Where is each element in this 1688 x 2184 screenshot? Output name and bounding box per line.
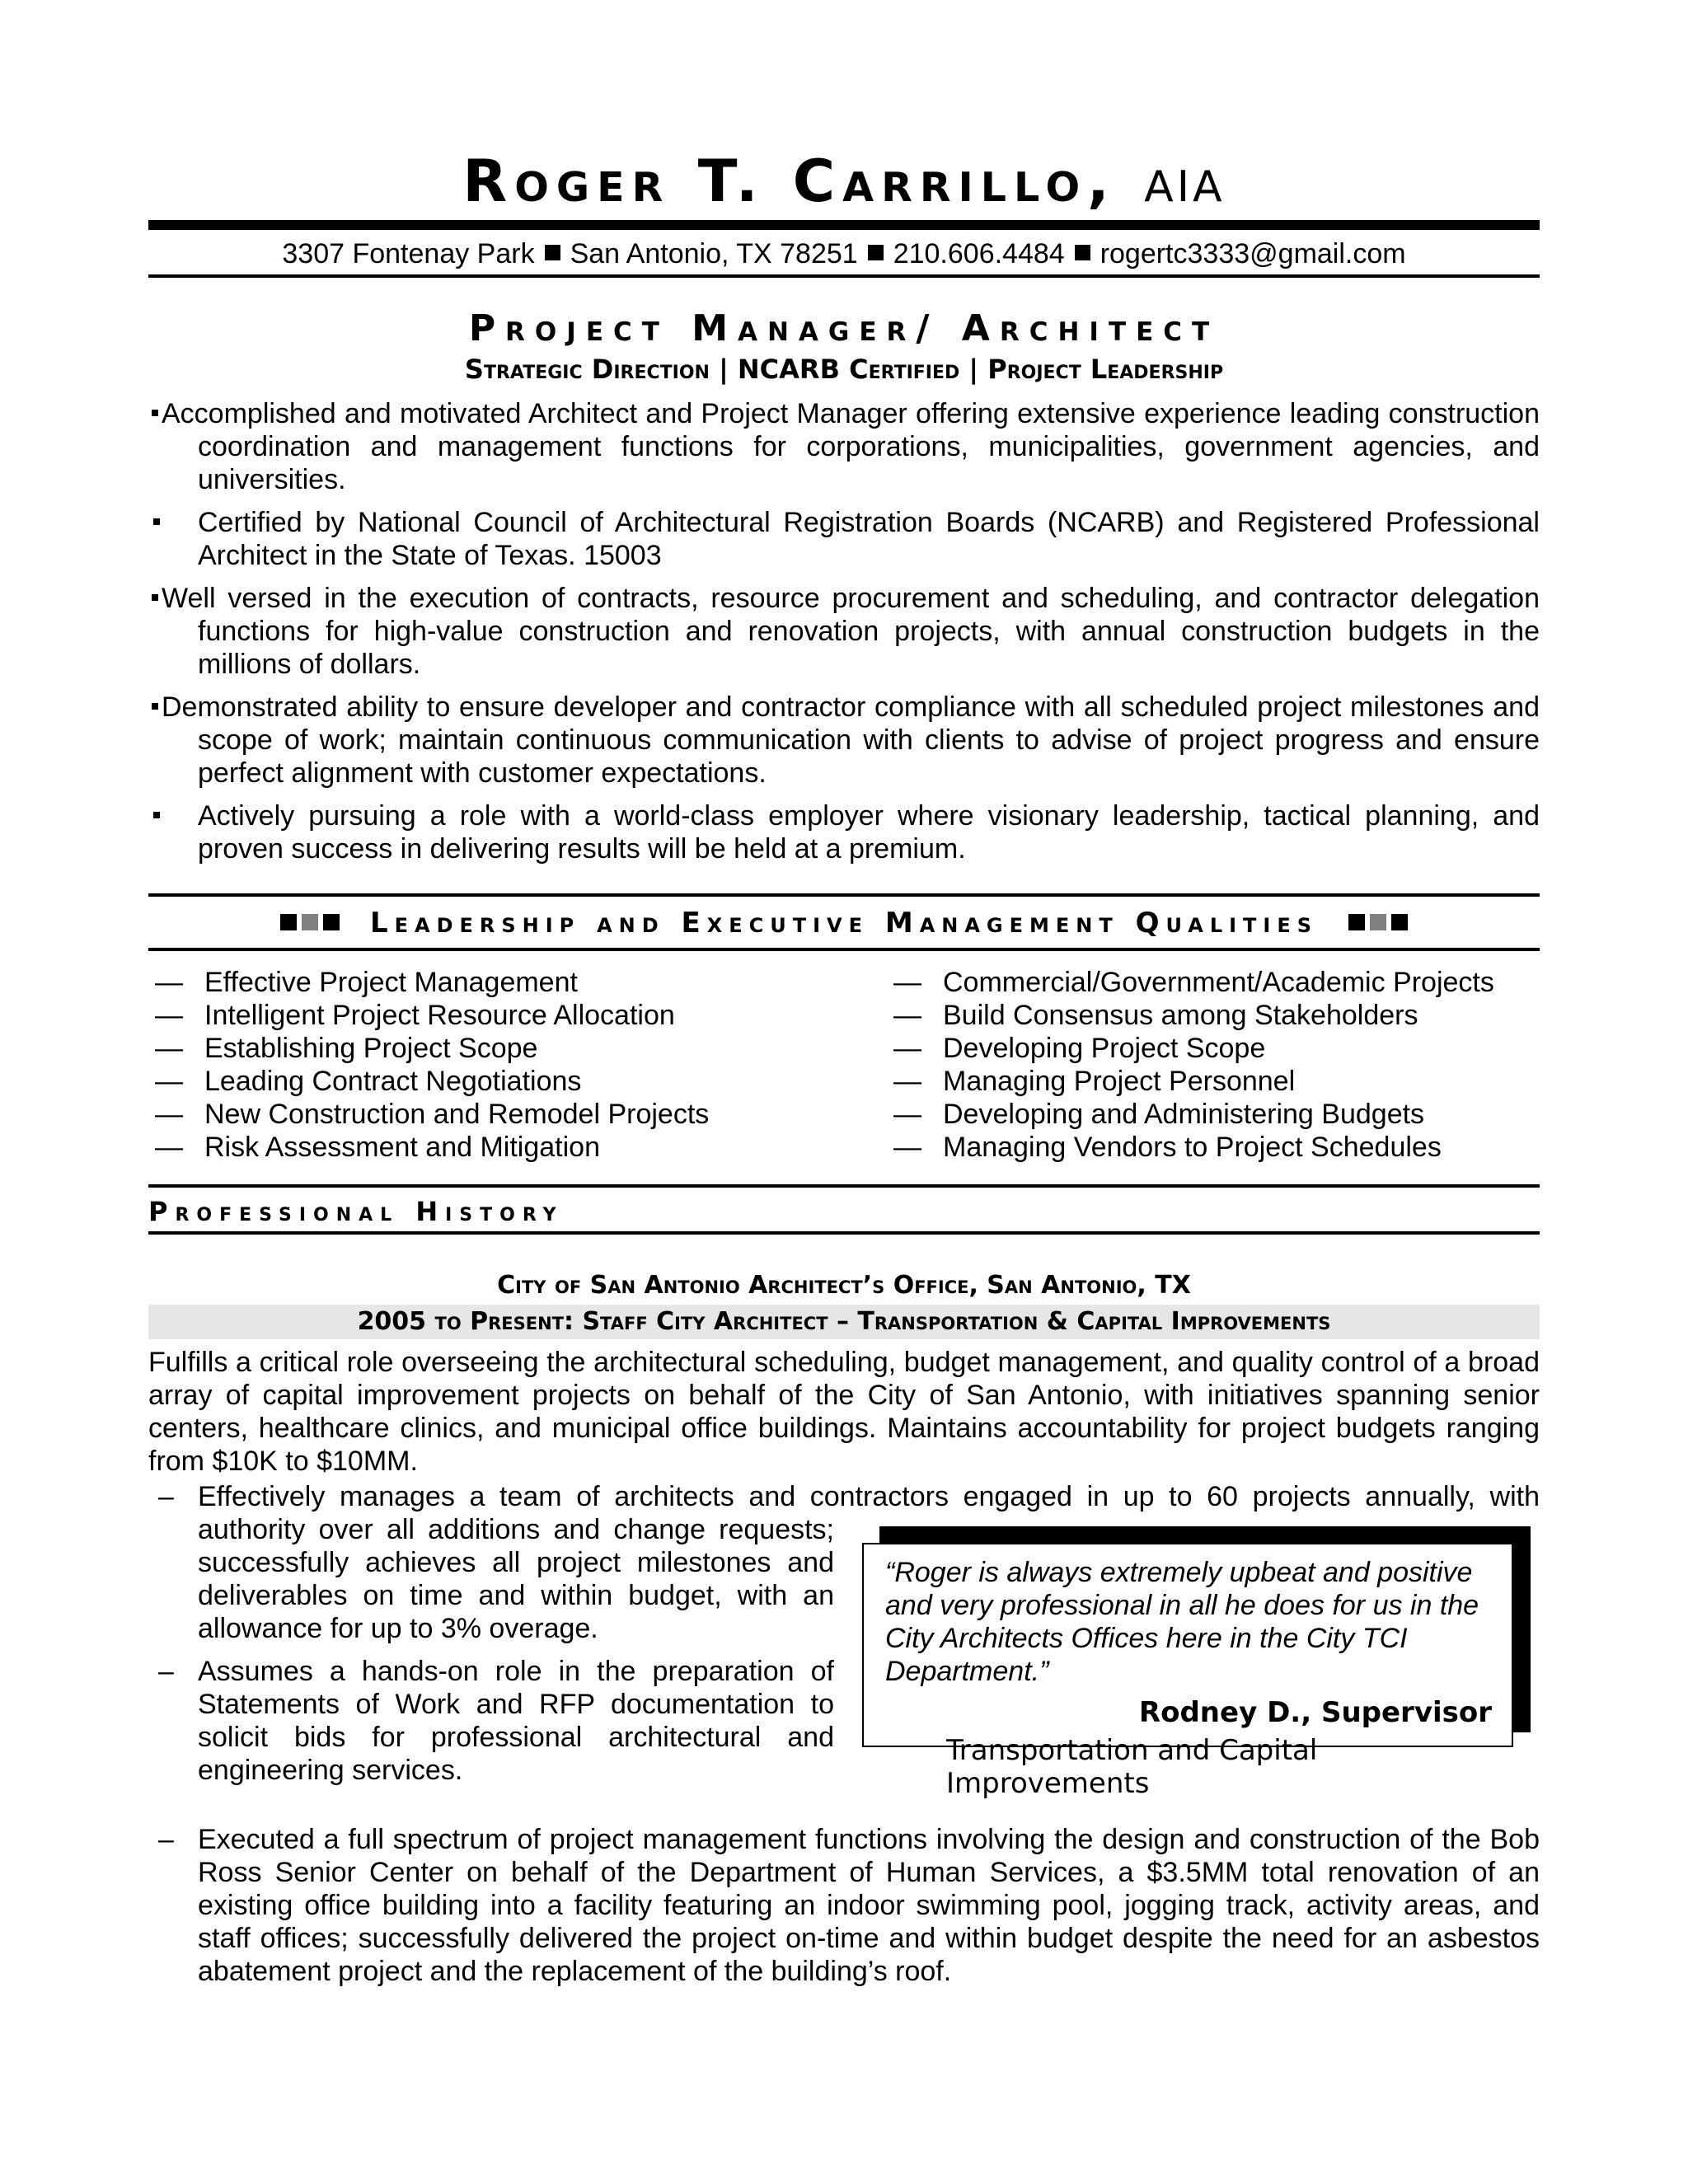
summary-text: Well versed in the execution of contracts, resource procurement and scheduling, and contractor delegation functions for high-value construction and renovation projects, with annual construction budgets in the millions of dollars. <box>162 583 1540 680</box>
contact-address: 3307 Fontenay Park <box>282 238 535 269</box>
header-rule-thick <box>148 220 1540 230</box>
testimonial-author-dept <box>946 1734 1432 1800</box>
dash-icon: — <box>893 1066 921 1097</box>
qualities-title: Leadership and Executive Management Qualities <box>369 907 1319 940</box>
summary-text: Demonstrated ability to ensure developer and contractor compliance with all scheduled project milestones and scope of work; maintain continuous communication with clients to advise of project progress and ensure perfect alignment with customer expectations. <box>162 691 1540 789</box>
quality-text: Build Consensus among Stakeholders <box>943 1000 1418 1031</box>
quality-text: Leading Contract Negotiations <box>204 1066 582 1097</box>
dash-icon: — <box>893 967 921 998</box>
separator-square-icon <box>1075 245 1090 260</box>
qualities-column-left <box>155 966 709 1164</box>
quality-item <box>893 1131 1494 1164</box>
credential-text: AIA <box>1144 162 1226 212</box>
quality-item <box>893 1032 1494 1065</box>
qualities-rule-bottom <box>148 948 1540 951</box>
summary-item <box>148 799 1540 865</box>
dash-icon: — <box>155 1132 183 1163</box>
candidate-name <box>148 148 1540 220</box>
quality-text: Developing and Administering Budgets <box>943 1099 1425 1130</box>
quality-item <box>893 966 1494 999</box>
quality-item <box>893 999 1494 1032</box>
quality-text: New Construction and Remodel Projects <box>204 1099 710 1130</box>
dash-icon: — <box>155 1099 183 1130</box>
gray-square-icon <box>302 914 318 930</box>
dash-icon: — <box>893 1000 921 1031</box>
black-square-icon <box>1348 914 1365 930</box>
author-dept-text: Transportation and Capital Improvements <box>946 1734 1318 1800</box>
history-heading: Professional History <box>148 1196 564 1227</box>
testimonial-box <box>862 1543 1513 1800</box>
quality-item <box>893 1065 1494 1098</box>
quality-text: Intelligent Project Resource Allocation <box>204 1000 675 1031</box>
quality-item <box>155 1131 709 1164</box>
position-bar: 2005 to Present: Staff City Architect – Transportation & Capital Improvements <box>148 1305 1540 1339</box>
quality-text: Risk Assessment and Mitigation <box>204 1132 600 1163</box>
history-rule-bottom <box>148 1231 1540 1235</box>
summary-text: Certified by National Council of Architectural Registration Boards (NCARB) and Registered Professional Architect in the State of Texas. 15003 <box>198 507 1540 571</box>
contact-email: rogertc3333@gmail.com <box>1100 238 1406 269</box>
quality-text: Managing Vendors to Project Schedules <box>943 1132 1442 1163</box>
contact-line <box>148 237 1540 270</box>
bullet-icon <box>148 506 198 539</box>
testimonial-quote: “Roger is always extremely upbeat and positive and very professional in all he does for us in the City Architects Offices here in the City TCI Department.” <box>885 1557 1479 1687</box>
achievement-text: authority over all additions and change requests; successfully achieves all project milestones and deliverables on time and within budget, with an allowance for up to 3% overage. <box>198 1514 834 1644</box>
summary-item <box>148 397 1540 496</box>
history-rule-top <box>148 1184 1540 1188</box>
achievement-text: Assumes a hands-on role in the preparation of Statements of Work and RFP documentation to solicit bids for professional architectural and engineering services. <box>198 1656 834 1786</box>
dash-icon: — <box>893 1132 921 1163</box>
quality-text: Effective Project Management <box>204 967 578 998</box>
summary-list <box>148 397 1540 875</box>
summary-item <box>148 691 1540 790</box>
dash-icon: — <box>893 1099 921 1130</box>
quality-item <box>155 966 709 999</box>
bullet-icon <box>148 799 198 832</box>
bullet-icon <box>148 582 162 615</box>
dash-icon: – <box>158 1824 174 1855</box>
black-square-icon <box>280 914 297 930</box>
quality-item <box>893 1098 1494 1131</box>
bullet-icon <box>148 397 162 430</box>
summary-text: Accomplished and motivated Architect and Project Manager offering extensive experience leading construction coordination and management functions for corporations, municipalities, government agencies, and universities. <box>162 398 1540 495</box>
dash-icon: — <box>155 967 183 998</box>
quality-text: Establishing Project Scope <box>204 1033 538 1064</box>
dash-icon: – <box>158 1656 174 1687</box>
qualities-rule-top <box>148 893 1540 897</box>
achievement-item <box>148 1480 1540 1513</box>
contact-city: San Antonio, TX 78251 <box>570 238 858 269</box>
professional-title: Project Manager/ Architect <box>468 307 1220 349</box>
testimonial-author: Rodney D., Supervisor <box>1138 1696 1492 1729</box>
quality-item <box>155 1098 709 1131</box>
summary-text: Actively pursuing a role with a world-class employer where visionary leadership, tactical planning, and proven success in delivering results will be held at a premium. <box>198 800 1540 865</box>
header-rule-thin <box>148 274 1540 278</box>
quality-text: Managing Project Personnel <box>943 1066 1296 1097</box>
achievement-item <box>148 1655 834 1787</box>
black-square-icon <box>323 914 340 930</box>
summary-item <box>148 582 1540 681</box>
black-square-icon <box>1391 914 1408 930</box>
dash-icon: — <box>893 1033 921 1064</box>
separator-square-icon <box>868 245 884 260</box>
quality-item <box>155 999 709 1032</box>
achievement-text: Executed a full spectrum of project management functions involving the design and construction of the Bob Ross Senior Center on behalf of the Department of Human Services, a $3.5MM total renovation of an existing office building into a facility featuring an indoor swimming pool, jogging track, activity areas, and staff offices; successfully delivered the project on-time and within budget despite the need for an asbestos abatement project and the replacement of the building’s roof. <box>198 1824 1540 1987</box>
employer-line: City of San Antonio Architect’s Office, San Antonio, TX <box>497 1271 1191 1300</box>
gray-square-icon <box>1370 914 1386 930</box>
dash-icon: — <box>155 1000 183 1031</box>
achievement-continuation <box>198 1513 834 1645</box>
job-description: Fulfills a critical role overseeing the architectural scheduling, budget management, and quality control of a broad array of capital improvement projects on behalf of the City of San Antonio, with initiatives spanning senior centers, healthcare clinics, and municipal office buildings. Maintains accountability for project budgets ranging from $10K to $10MM. <box>148 1347 1540 1477</box>
professional-subtitle: Strategic Direction | NCARB Certified | Project Leadership <box>464 354 1224 385</box>
achievement-item <box>148 1823 1540 1988</box>
bullet-icon <box>148 691 162 724</box>
separator-square-icon <box>545 245 560 260</box>
summary-item <box>148 506 1540 572</box>
contact-phone: 210.606.4484 <box>893 238 1065 269</box>
name-text: Roger T. Carrillo, <box>462 148 1117 215</box>
quality-text: Developing Project Scope <box>943 1033 1266 1064</box>
dash-icon: – <box>158 1481 174 1512</box>
qualities-column-right <box>893 966 1494 1164</box>
quality-item <box>155 1065 709 1098</box>
dash-icon: — <box>155 1033 183 1064</box>
quality-text: Commercial/Government/Academic Projects <box>943 967 1494 998</box>
achievement-text: Effectively manages a team of architects and contractors engaged in up to 60 projects annually, with <box>198 1481 1540 1512</box>
quality-item <box>155 1032 709 1065</box>
dash-icon: — <box>155 1066 183 1097</box>
qualities-heading <box>148 903 1540 943</box>
